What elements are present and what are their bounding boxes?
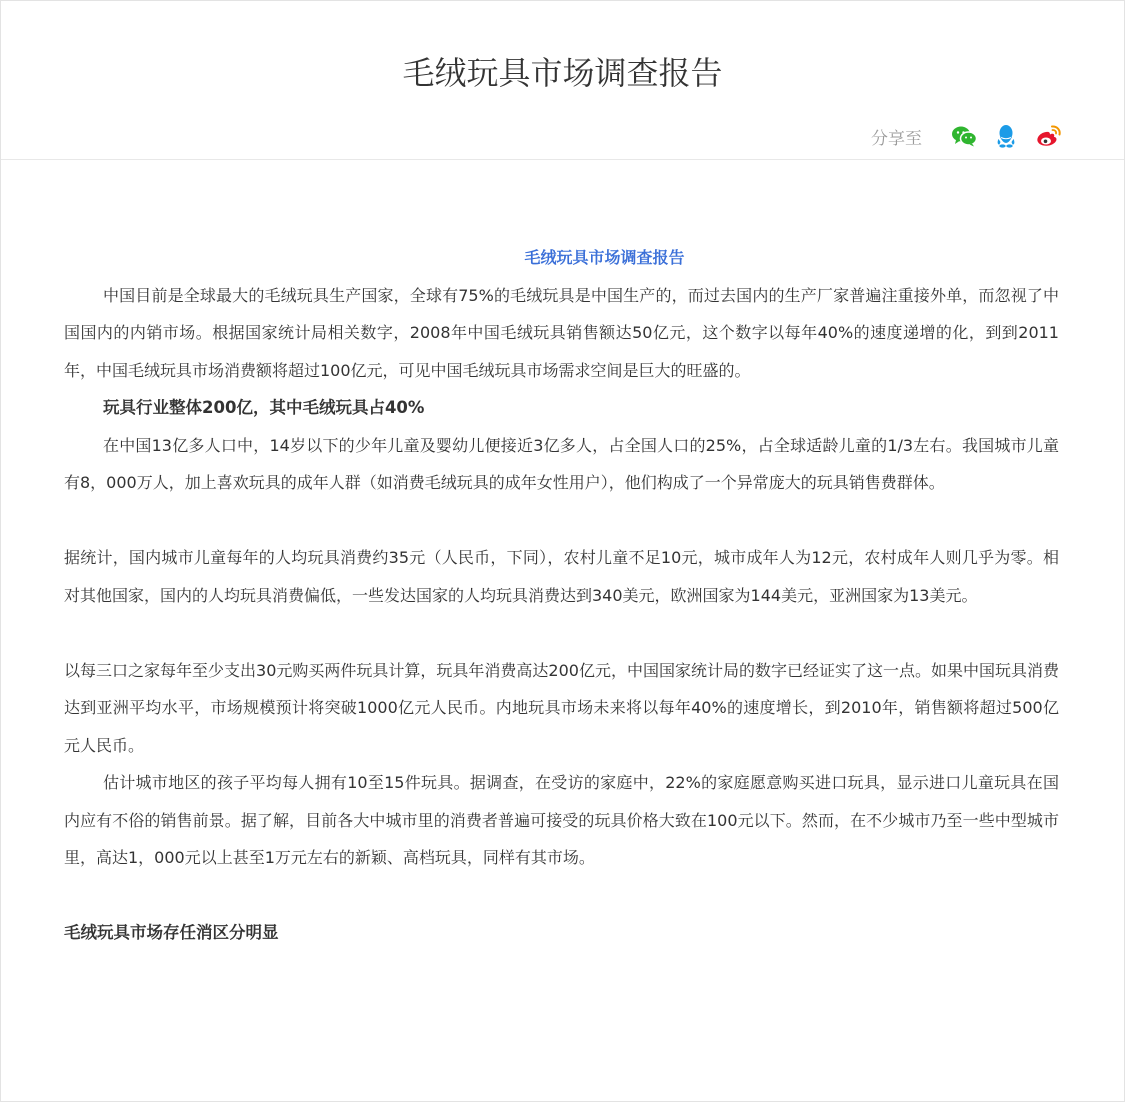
spacer <box>64 614 1059 652</box>
paragraph-statistics: 据统计，国内城市儿童每年的人均玩具消费约35元（人民币，下同），农村儿童不足10元，城市成年人为12元，农村成年人则几乎为零。相对其他国家，国内的人均玩具消费偏低，一些发达国家的人均玩具消费达到340美元，欧洲国家为144美元，亚洲国家为13美元。 <box>64 548 1059 605</box>
paragraph-intro: 中国目前是全球最大的毛绒玩具生产国家，全球有75%的毛绒玩具是中国生产的，而过去国内的生产厂家普遍注重接外单，而忽视了中国国内的内销市场。根据国家统计局相关数字，2008年中国毛绒玩具销售额达50亿元，这个数字以每年40%的速度递增的化，到到2011年，中国毛绒玩具市场消费额将超过100亿元，可见中国毛绒玩具市场需求空间是巨大的旺盛的。 <box>64 285 1059 380</box>
qq-icon[interactable] <box>992 122 1020 150</box>
wechat-icon[interactable] <box>950 122 978 150</box>
article-subtitle: 毛绒玩具市场调查报告 <box>524 248 685 267</box>
page-title: 毛绒玩具市场调查报告 <box>402 54 723 92</box>
paragraph-population: 在中国13亿多人口中，14岁以下的少年儿童及婴幼儿便接近3亿多人，占全国人口的25%，占全球适龄儿童的1/3左右。我国城市儿童有8，000万人，加上喜欢玩具的成年人群（如消费毛绒玩具的成年女性用户），他们构成了一个异常庞大的玩具销售费群体。 <box>64 435 1059 492</box>
paragraph-toys-per-child: 估计城市地区的孩子平均每人拥有10至15件玩具。据调查，在受访的家庭中，22%的家庭愿意购买进口玩具，显示进口儿童玩具在国内应有不俗的销售前景。据了解，目前各大中城市里的消费者普遍可接受的玩具价格大致在100元以下。然而，在不少城市乃至一些中型城市里，高达1，000元以上甚至1万元左右的新颖、高档玩具，同样有其市场。 <box>64 773 1059 867</box>
section-heading-2: 毛绒玩具市场存任消区分明显 <box>64 923 279 942</box>
share-bar <box>871 122 1062 150</box>
section-heading: 玩具行业整体200亿，其中毛绒玩具占40% <box>103 398 425 417</box>
paragraph-market-size: 以每三口之家每年至少支出30元购买两件玩具计算，玩具年消费高达200亿元，中国国家统计局的数字已经证实了这一点。如果中国玩具消费达到亚洲平均水平，市场规模预计将突破1000亿元人民币。内地玩具市场未来将以每年40%的速度增长，到2010年，销售额将超过500亿元人民币。 <box>64 660 1059 755</box>
spacer <box>64 502 1059 540</box>
article-body <box>64 239 1059 952</box>
weibo-icon[interactable] <box>1034 122 1062 150</box>
spacer <box>64 877 1059 915</box>
share-label: 分享至 <box>871 128 922 149</box>
article-header <box>1 1 1124 160</box>
